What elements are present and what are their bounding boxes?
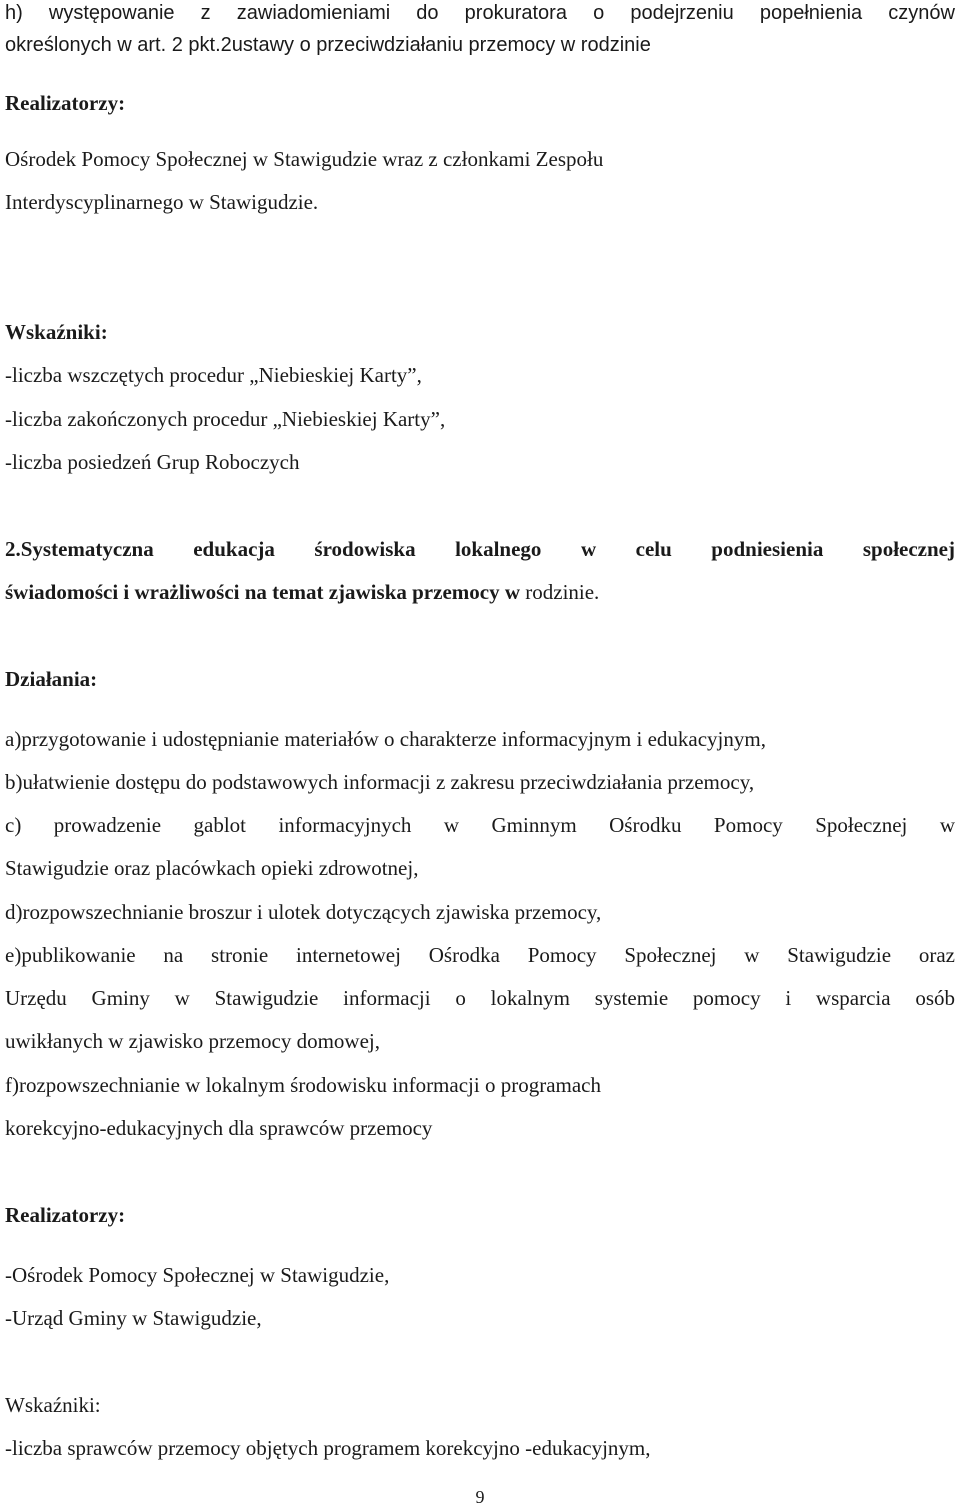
list-item: -Ośrodek Pomocy Społecznej w Stawigudzie, [5, 1263, 390, 1287]
list-item: e)publikowanie na stronie internetowej Ośrodka Pomocy Społecznej w Stawigudzie oraz [5, 943, 955, 967]
list-item-cont: korekcyjno-edukacyjnych dla sprawców przemocy [5, 1116, 433, 1140]
section-title-tail: rodzinie. [525, 580, 600, 604]
list-item: a)przygotowanie i udostępnianie materiałów o charakterze informacyjnym i edukacyjnym, [5, 727, 766, 751]
section-heading: Realizatorzy: [5, 1203, 126, 1227]
section-title-bold: świadomości i wrażliwości na temat zjawiska przemocy w [5, 580, 520, 604]
section-title-cont [5, 579, 599, 605]
list-item: b)ułatwienie dostępu do podstawowych informacji z zakresu przeciwdziałania przemocy, [5, 770, 755, 794]
text-line: h) występowanie z zawiadomieniami do prokuratora o podejrzeniu popełnienia czynów [5, 2, 955, 24]
text-line: określonych w art. 2 pkt.2ustawy o przeciwdziałaniu przemocy w rodzinie [5, 34, 651, 56]
list-item: d)rozpowszechnianie broszur i ulotek dotyczących zjawiska przemocy, [5, 900, 602, 924]
section-heading: Realizatorzy: [5, 91, 126, 115]
list-item-cont: Stawigudzie oraz placówkach opieki zdrowotnej, [5, 856, 419, 880]
text-line: Ośrodek Pomocy Społecznej w Stawigudzie wraz z członkami Zespołu [5, 147, 604, 171]
list-item: -liczba posiedzeń Grup Roboczych [5, 450, 300, 474]
list-item-cont: Urzędu Gminy w Stawigudzie informacji o lokalnym systemie pomocy i wsparcia osób [5, 986, 955, 1010]
list-item: -Urząd Gminy w Stawigudzie, [5, 1306, 262, 1330]
list-item: -liczba sprawców przemocy objętych programem korekcyjno -edukacyjnym, [5, 1436, 651, 1460]
section-heading: Wskaźniki: [5, 1393, 101, 1417]
list-item: -liczba wszczętych procedur „Niebieskiej Karty”, [5, 363, 422, 387]
text-line: Interdyscyplinarnego w Stawigudzie. [5, 190, 319, 214]
page-number: 9 [475, 1487, 485, 1507]
list-item: -liczba zakończonych procedur „Niebieskiej Karty”, [5, 407, 446, 431]
section-heading: Wskaźniki: [5, 320, 108, 344]
list-item: c) prowadzenie gablot informacyjnych w Gminnym Ośrodku Pomocy Społecznej w [5, 813, 955, 837]
section-title: 2.Systematyczna edukacja środowiska lokalnego w celu podniesienia społecznej [5, 537, 955, 561]
list-item: f)rozpowszechnianie w lokalnym środowisku informacji o programach [5, 1073, 601, 1097]
section-heading: Działania: [5, 667, 98, 691]
list-item-cont: uwikłanych w zjawisko przemocy domowej, [5, 1029, 380, 1053]
